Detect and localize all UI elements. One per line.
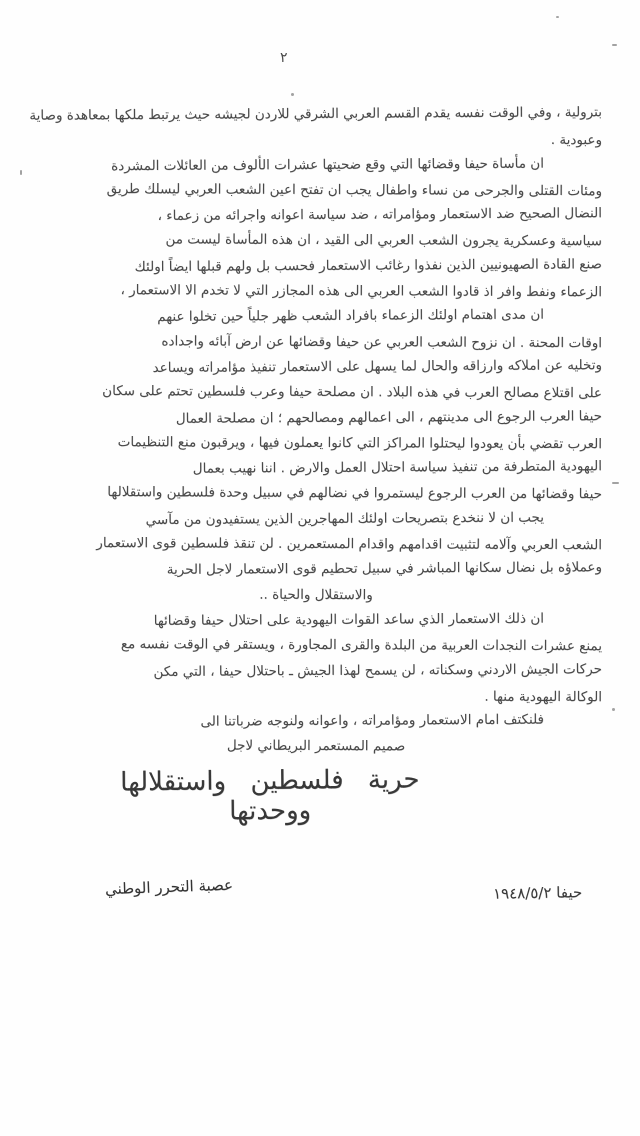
text-line: سياسية وعسكرية يجرون الشعب العربي الى القيد ، ان هذه المأساة ليست من: [165, 231, 603, 250]
text-line: الزعماء ونفط وافر اذ قادوا الشعب العربي الى هذه المجازر التي لا تخدم الا الاستعمار ،: [120, 282, 603, 301]
text-line: يمنع عشرات النجدات العربية من البلدة والقرى المجاورة ، ويستقر في الوقت نفسه مع: [120, 636, 603, 655]
scan-speckle: [291, 93, 294, 96]
text-line: النضال الصحيح ضد الاستعمار ومؤامراته ، ضد سياسة اعوانه واجرائه من زعماء ،: [157, 205, 603, 225]
text-line: حركات الجيش الاردني وسكناته ، لن يسمح لهذا الجيش ـ باحتلال حيفا ، التي مكن: [153, 660, 603, 680]
text-line: ان ذلك الاستعمار الذي ساعد القوات اليهودية على احتلال حيفا وقضائها: [153, 610, 545, 629]
scan-speckle: [612, 482, 619, 484]
text-line: الشعب العربي وآلامه لتثبيت اقدامهم واقدام المستعمرين . لن تنقذ فلسطين قوى الاستعمار: [96, 535, 603, 554]
text-line: بترولية ، وفي الوقت نفسه يقدم القسم العربي الشرقي للاردن لجيشه حيث يرتبط ملكها بمعاهدة وصاية: [29, 104, 603, 124]
scan-speckle: [556, 16, 559, 18]
text-line: على اقتلاع مصالح العرب في هذه البلاد . ان مصلحة حيفا وعرب فلسطين تحتم على سكان: [102, 383, 603, 402]
text-line: فلنكتف امام الاستعمار ومؤامراته ، واعوانه ولنوجه ضرباتنا الى: [200, 711, 545, 730]
scan-speckle: [612, 708, 615, 711]
text-line: والاستقلال والحياة ..: [259, 586, 373, 603]
scan-speckle: [612, 44, 617, 46]
text-line: ان مدى اهتمام اولئك الزعماء بافراد الشعب ظهر جلياً حين تخلوا عنهم: [157, 306, 545, 326]
text-line: وعملاؤه بل نضال سكانها المباشر في سبيل تحطيم قوى الاستعمار لاجل الحرية: [166, 559, 603, 579]
text-line: ان مأساة حيفا وقضائها التي وقع ضحيتها عشرات الألوف من العائلات المشردة: [111, 155, 545, 174]
body-text-block: [30, 106, 602, 764]
text-line: العرب تقضي بأن يعودوا ليحتلوا المراكز التي كانوا يعملون فيها ، ويرقبون منع التنظيمات: [117, 433, 603, 453]
text-line: الوكالة اليهودية منها .: [484, 688, 603, 706]
scan-speckle: [20, 170, 22, 175]
text-line: ومئات القتلى والجرحى من نساء واطفال يجب ان تفتح اعين الشعب العربي ليسلك طريق: [106, 180, 603, 200]
text-line: وعبودية .: [550, 132, 603, 149]
text-line: اوقات المحنة . ان نزوح الشعب العربي عن حيفا وقضائها عن ارض آبائه واجداده: [161, 332, 603, 351]
text-line: صنع القادة الصهيونيين الذين نفذوا رغائب الاستعمار فحسب بل ولهم قبلها ايضاً اولئك: [134, 256, 603, 275]
footer-signature: عصبة التحرر الوطني: [104, 875, 234, 899]
text-line: يجب ان لا ننخدع بتصريحات اولئك المهاجرين الذين يستفيدون من مآسي: [145, 509, 545, 528]
page-number: ٢: [280, 50, 288, 66]
slogan-line: حرية فلسطين واستقلالها ووحدتها: [120, 764, 420, 827]
text-line: اليهودية المتطرفة من تنفيذ سياسة احتلال العمل والارض . اننا نهيب بعمال: [192, 458, 603, 477]
text-line: حيفا وقضائها من العرب الرجوع ليستمروا في نضالهم في سبيل وحدة فلسطين واستقلالها: [107, 484, 603, 503]
footer-date: حيفا ١٩٤٨/٥/٢: [492, 883, 583, 903]
text-line: حيفا العرب الرجوع الى مدينتهم ، الى اعمالهم ومصالحهم ؛ ان مصلحة العمال: [175, 407, 603, 427]
text-line: وتخليه عن املاكه وارزاقه والحال لما يسهل على الاستعمار تنفيذ مؤامراته ويساعد: [152, 357, 603, 376]
text-line: صميم المستعمر البريطاني لاجل: [226, 738, 406, 755]
